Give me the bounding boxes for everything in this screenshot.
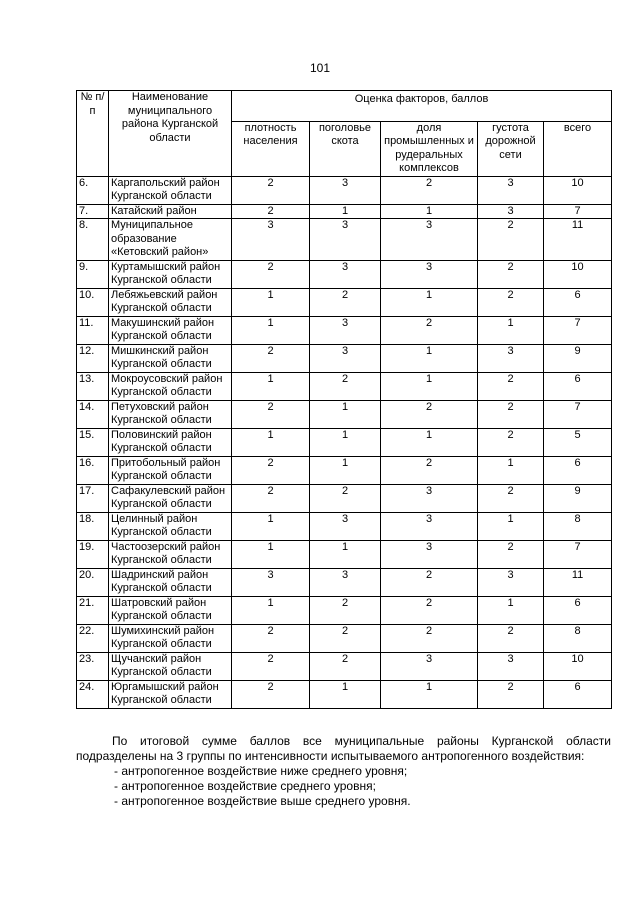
row-number: 17. bbox=[77, 484, 109, 512]
industrial-share-score: 2 bbox=[381, 400, 478, 428]
industrial-share-score: 1 bbox=[381, 680, 478, 708]
road-density-score: 3 bbox=[478, 652, 544, 680]
livestock-score: 1 bbox=[310, 456, 381, 484]
road-density-score: 2 bbox=[478, 624, 544, 652]
row-number: 14. bbox=[77, 400, 109, 428]
road-density-score: 2 bbox=[478, 288, 544, 316]
livestock-score: 2 bbox=[310, 372, 381, 400]
total-score: 7 bbox=[544, 316, 612, 344]
district-name: Мокроусовский район Курганской области bbox=[109, 372, 232, 400]
conclusion-paragraph: По итоговой сумме баллов все муниципальные районы Курганской области подразделены на 3 группы по интенсивности испытываемого антропогенного воздействия: bbox=[76, 734, 611, 763]
livestock-score: 1 bbox=[310, 428, 381, 456]
total-score: 10 bbox=[544, 260, 612, 288]
livestock-score: 3 bbox=[310, 344, 381, 372]
table-row bbox=[77, 456, 612, 484]
road-density-score: 1 bbox=[478, 316, 544, 344]
road-density-score: 2 bbox=[478, 484, 544, 512]
table-row bbox=[77, 260, 612, 288]
table-row bbox=[77, 288, 612, 316]
road-density-score: 3 bbox=[478, 204, 544, 219]
road-density-score: 2 bbox=[478, 400, 544, 428]
district-name: Катайский район bbox=[109, 204, 232, 219]
row-number: 13. bbox=[77, 372, 109, 400]
district-name: Шадринский район Курганской области bbox=[109, 568, 232, 596]
group-list bbox=[76, 764, 611, 809]
total-score: 6 bbox=[544, 596, 612, 624]
table-row bbox=[77, 400, 612, 428]
livestock-score: 2 bbox=[310, 596, 381, 624]
population-density-score: 2 bbox=[232, 624, 310, 652]
group-list-item: - антропогенное воздействие ниже среднего уровня; bbox=[114, 764, 408, 778]
livestock-score: 1 bbox=[310, 400, 381, 428]
header-factor-group: Оценка факторов, баллов bbox=[232, 91, 612, 122]
table-row bbox=[77, 316, 612, 344]
livestock-score: 3 bbox=[310, 316, 381, 344]
road-density-score: 1 bbox=[478, 512, 544, 540]
total-score: 10 bbox=[544, 176, 612, 204]
industrial-share-score: 3 bbox=[381, 540, 478, 568]
road-density-score: 2 bbox=[478, 428, 544, 456]
table-row bbox=[77, 652, 612, 680]
population-density-score: 1 bbox=[232, 288, 310, 316]
table-row bbox=[77, 540, 612, 568]
row-number: 15. bbox=[77, 428, 109, 456]
row-number: 16. bbox=[77, 456, 109, 484]
road-density-score: 2 bbox=[478, 260, 544, 288]
population-density-score: 2 bbox=[232, 204, 310, 219]
district-name: Шумихинский район Курганской области bbox=[109, 624, 232, 652]
table-header-row bbox=[77, 91, 612, 122]
livestock-score: 3 bbox=[310, 512, 381, 540]
group-list-item: - антропогенное воздействие среднего уровня; bbox=[114, 779, 376, 793]
header-industrial-share: доля промышленных и рудеральных комплексов bbox=[381, 121, 478, 176]
livestock-score: 2 bbox=[310, 288, 381, 316]
district-name: Щучанский район Курганской области bbox=[109, 652, 232, 680]
table-row bbox=[77, 428, 612, 456]
total-score: 5 bbox=[544, 428, 612, 456]
population-density-score: 1 bbox=[232, 540, 310, 568]
table-row bbox=[77, 484, 612, 512]
industrial-share-score: 3 bbox=[381, 652, 478, 680]
industrial-share-score: 1 bbox=[381, 288, 478, 316]
road-density-score: 3 bbox=[478, 176, 544, 204]
industrial-share-score: 3 bbox=[381, 484, 478, 512]
row-number: 20. bbox=[77, 568, 109, 596]
district-name: Притобольный район Курганской области bbox=[109, 456, 232, 484]
livestock-score: 2 bbox=[310, 652, 381, 680]
population-density-score: 2 bbox=[232, 456, 310, 484]
row-number: 6. bbox=[77, 176, 109, 204]
population-density-score: 2 bbox=[232, 680, 310, 708]
header-population-density: плотность населения bbox=[232, 121, 310, 176]
total-score: 11 bbox=[544, 219, 612, 261]
district-name: Частоозерский район Курганской области bbox=[109, 540, 232, 568]
district-name: Мишкинский район Курганской области bbox=[109, 344, 232, 372]
population-density-score: 3 bbox=[232, 568, 310, 596]
row-number: 18. bbox=[77, 512, 109, 540]
population-density-score: 2 bbox=[232, 400, 310, 428]
district-name: Макушинский район Курганской области bbox=[109, 316, 232, 344]
total-score: 10 bbox=[544, 652, 612, 680]
district-name: Куртамышский район Курганской области bbox=[109, 260, 232, 288]
district-name: Шатровский район Курганской области bbox=[109, 596, 232, 624]
table-row bbox=[77, 624, 612, 652]
total-score: 11 bbox=[544, 568, 612, 596]
row-number: 19. bbox=[77, 540, 109, 568]
population-density-score: 2 bbox=[232, 176, 310, 204]
population-density-score: 1 bbox=[232, 512, 310, 540]
page-number: 101 bbox=[309, 61, 331, 75]
total-score: 9 bbox=[544, 344, 612, 372]
road-density-score: 2 bbox=[478, 219, 544, 261]
table-row bbox=[77, 568, 612, 596]
row-number: 22. bbox=[77, 624, 109, 652]
table-row bbox=[77, 219, 612, 261]
district-name: Половинский район Курганской области bbox=[109, 428, 232, 456]
total-score: 7 bbox=[544, 540, 612, 568]
header-road-density: густота дорожной сети bbox=[478, 121, 544, 176]
total-score: 6 bbox=[544, 680, 612, 708]
total-score: 7 bbox=[544, 204, 612, 219]
road-density-score: 3 bbox=[478, 568, 544, 596]
table-row bbox=[77, 512, 612, 540]
population-density-score: 3 bbox=[232, 219, 310, 261]
population-density-score: 1 bbox=[232, 596, 310, 624]
total-score: 8 bbox=[544, 624, 612, 652]
total-score: 7 bbox=[544, 400, 612, 428]
row-number: 9. bbox=[77, 260, 109, 288]
row-number: 23. bbox=[77, 652, 109, 680]
header-district-name: Наименование муниципального района Курганской области bbox=[109, 91, 232, 177]
header-livestock: поголовье скота bbox=[310, 121, 381, 176]
table-body bbox=[77, 176, 612, 708]
livestock-score: 1 bbox=[310, 680, 381, 708]
total-score: 6 bbox=[544, 456, 612, 484]
total-score: 6 bbox=[544, 372, 612, 400]
industrial-share-score: 2 bbox=[381, 176, 478, 204]
industrial-share-score: 1 bbox=[381, 428, 478, 456]
group-list-item: - антропогенное воздействие выше среднего уровня. bbox=[114, 794, 411, 808]
district-name: Целинный район Курганской области bbox=[109, 512, 232, 540]
row-number: 11. bbox=[77, 316, 109, 344]
row-number: 10. bbox=[77, 288, 109, 316]
district-name: Юргамышский район Курганской области bbox=[109, 680, 232, 708]
industrial-share-score: 2 bbox=[381, 456, 478, 484]
population-density-score: 2 bbox=[232, 344, 310, 372]
population-density-score: 1 bbox=[232, 428, 310, 456]
population-density-score: 1 bbox=[232, 372, 310, 400]
district-name: Лебяжьевский район Курганской области bbox=[109, 288, 232, 316]
industrial-share-score: 2 bbox=[381, 316, 478, 344]
road-density-score: 1 bbox=[478, 456, 544, 484]
road-density-score: 2 bbox=[478, 680, 544, 708]
row-number: 12. bbox=[77, 344, 109, 372]
table-row bbox=[77, 204, 612, 219]
row-number: 7. bbox=[77, 204, 109, 219]
road-density-score: 1 bbox=[478, 596, 544, 624]
table-row bbox=[77, 372, 612, 400]
total-score: 8 bbox=[544, 512, 612, 540]
total-score: 6 bbox=[544, 288, 612, 316]
table-row bbox=[77, 680, 612, 708]
livestock-score: 2 bbox=[310, 484, 381, 512]
livestock-score: 3 bbox=[310, 260, 381, 288]
population-density-score: 2 bbox=[232, 260, 310, 288]
industrial-share-score: 3 bbox=[381, 512, 478, 540]
industrial-share-score: 1 bbox=[381, 204, 478, 219]
livestock-score: 3 bbox=[310, 219, 381, 261]
district-name: Муниципальное образование «Кетовский район» bbox=[109, 219, 232, 261]
district-name: Каргапольский район Курганской области bbox=[109, 176, 232, 204]
row-number: 24. bbox=[77, 680, 109, 708]
population-density-score: 2 bbox=[232, 652, 310, 680]
road-density-score: 2 bbox=[478, 540, 544, 568]
livestock-score: 3 bbox=[310, 568, 381, 596]
row-number: 8. bbox=[77, 219, 109, 261]
factor-scores-table bbox=[76, 90, 612, 709]
header-total: всего bbox=[544, 121, 612, 176]
livestock-score: 2 bbox=[310, 624, 381, 652]
conclusion-text bbox=[76, 734, 611, 809]
livestock-score: 1 bbox=[310, 540, 381, 568]
population-density-score: 2 bbox=[232, 484, 310, 512]
road-density-score: 2 bbox=[478, 372, 544, 400]
industrial-share-score: 2 bbox=[381, 596, 478, 624]
industrial-share-score: 2 bbox=[381, 624, 478, 652]
total-score: 9 bbox=[544, 484, 612, 512]
industrial-share-score: 1 bbox=[381, 372, 478, 400]
industrial-share-score: 1 bbox=[381, 344, 478, 372]
district-name: Сафакулевский район Курганской области bbox=[109, 484, 232, 512]
industrial-share-score: 3 bbox=[381, 260, 478, 288]
industrial-share-score: 3 bbox=[381, 219, 478, 261]
population-density-score: 1 bbox=[232, 316, 310, 344]
table-row bbox=[77, 344, 612, 372]
table-row bbox=[77, 596, 612, 624]
industrial-share-score: 2 bbox=[381, 568, 478, 596]
livestock-score: 1 bbox=[310, 204, 381, 219]
district-name: Петуховский район Курганской области bbox=[109, 400, 232, 428]
livestock-score: 3 bbox=[310, 176, 381, 204]
header-num: № п/п bbox=[77, 91, 109, 177]
row-number: 21. bbox=[77, 596, 109, 624]
table-row bbox=[77, 176, 612, 204]
road-density-score: 3 bbox=[478, 344, 544, 372]
